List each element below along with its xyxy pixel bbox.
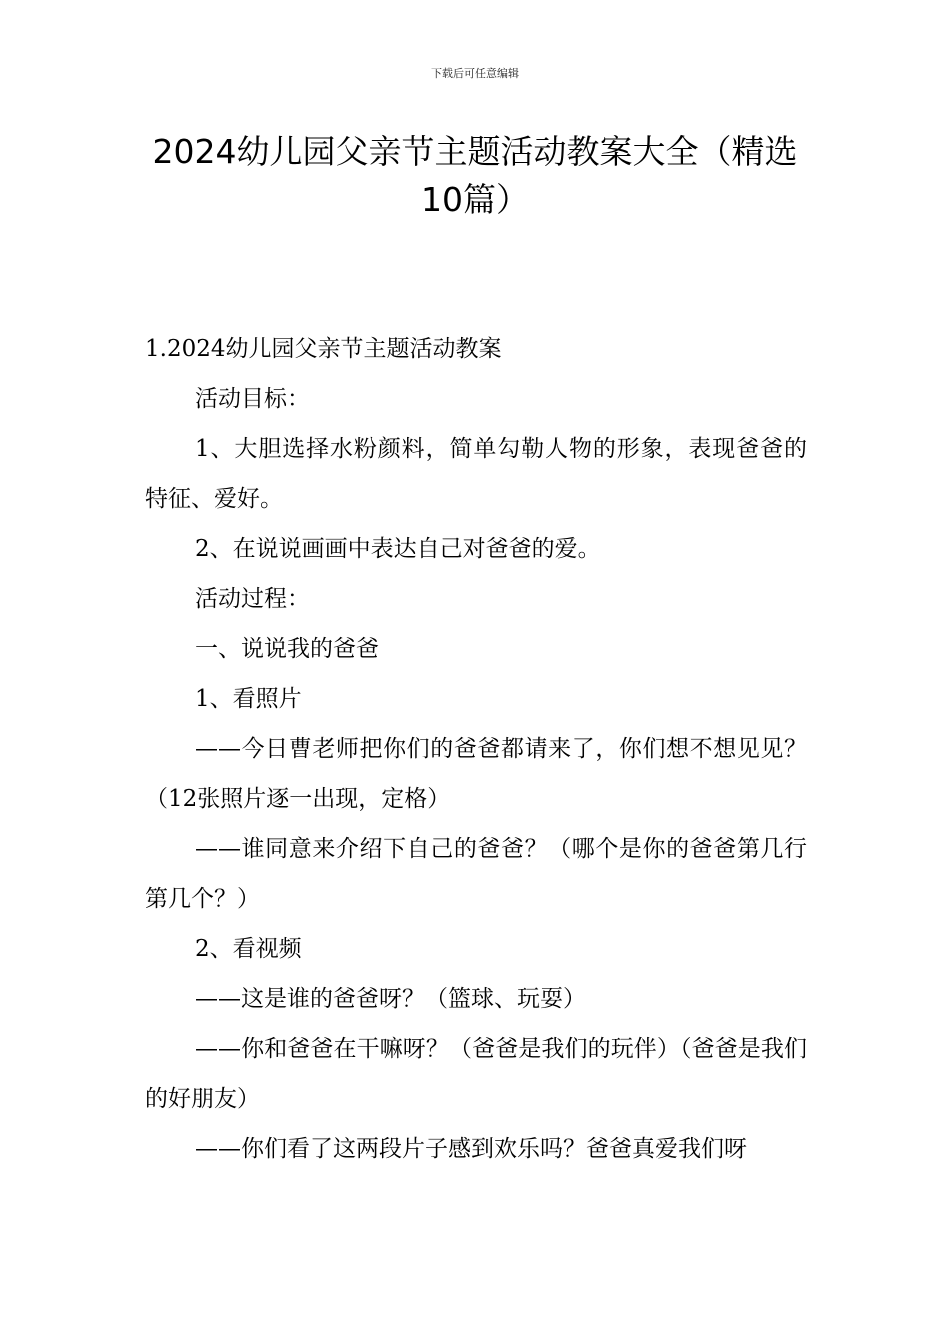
paragraph: 活动过程： [195, 586, 310, 612]
document-body [145, 324, 807, 1174]
section-heading: 1.2024幼儿园父亲节主题活动教案 [145, 336, 502, 362]
paragraph: ——今日曹老师把你们的爸爸都请来了，你们想不想见见？（12张照片逐一出现，定格） [145, 736, 807, 812]
paragraph: 活动目标： [195, 386, 310, 412]
document-title: 2024幼儿园父亲节主题活动教案大全（精选10篇） [152, 132, 798, 219]
paragraph: ——这是谁的爸爸呀？（篮球、玩耍） [195, 986, 586, 1012]
paragraph: 1、大胆选择水粉颜料，简单勾勒人物的形象，表现爸爸的特征、爱好。 [145, 436, 807, 512]
paragraph: ——你和爸爸在干嘛呀？（爸爸是我们的玩伴）（爸爸是我们的好朋友） [145, 1036, 807, 1112]
paragraph: 1、看照片 [195, 686, 302, 712]
paragraph: ——谁同意来介绍下自己的爸爸？（哪个是你的爸爸第几行第几个？） [145, 836, 807, 912]
header-note: 下载后可任意编辑 [431, 67, 519, 80]
paragraph: 一、说说我的爸爸 [195, 636, 379, 662]
paragraph: 2、看视频 [195, 936, 302, 962]
paragraph: 2、在说说画画中表达自己对爸爸的爱。 [195, 536, 601, 562]
paragraph: ——你们看了这两段片子感到欢乐吗？爸爸真爱我们呀 [195, 1136, 747, 1162]
